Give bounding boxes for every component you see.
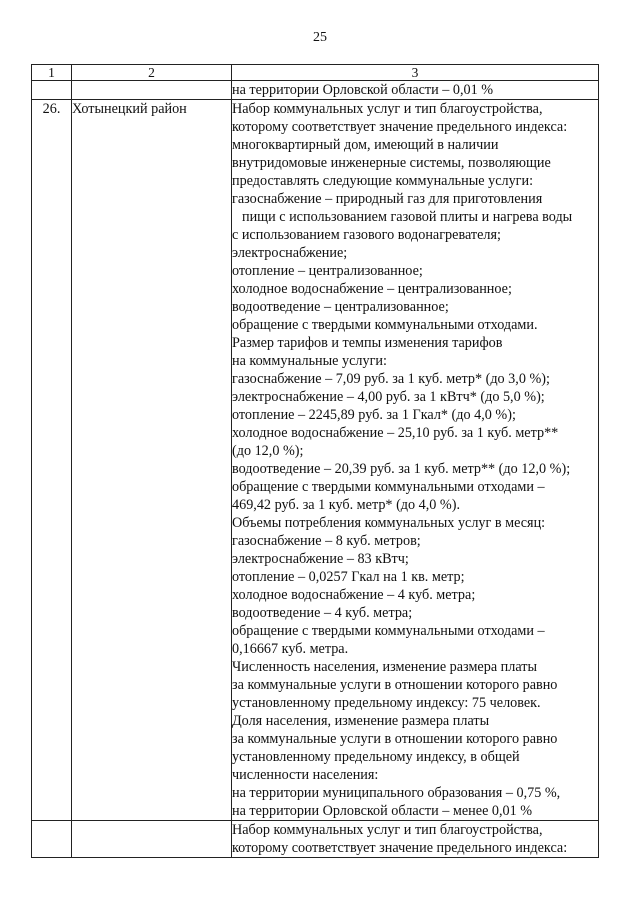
description-line: установленному предельному индексу, в общей — [232, 749, 520, 765]
description-line: Размер тарифов и темпы изменения тарифов — [232, 335, 503, 351]
description-line: за коммунальные услуги в отношении которого равно — [232, 731, 558, 747]
description-line: Объемы потребления коммунальных услуг в месяц: — [232, 515, 546, 531]
description-line: численности населения: — [232, 767, 379, 783]
continuation-row — [32, 81, 599, 100]
description-line: электроснабжение – 83 кВтч; — [232, 551, 409, 567]
description-line: обращение с твердыми коммунальными отходами – — [232, 479, 545, 495]
tariff-table — [31, 64, 599, 858]
continuation-row-text: на территории Орловской области – 0,01 % — [232, 81, 599, 100]
row-26-description — [232, 100, 599, 821]
description-line: за коммунальные услуги в отношении которого равно — [232, 677, 558, 693]
description-line: водоотведение – 4 куб. метра; — [232, 605, 413, 621]
description-line: предоставлять следующие коммунальные услуги: — [232, 173, 534, 189]
column-header-3: 3 — [232, 65, 599, 81]
description-line: установленному предельному индексу: 75 человек. — [232, 695, 541, 711]
description-line: на территории муниципального образования – 0,75 %, — [232, 785, 561, 801]
page-number: 25 — [313, 30, 327, 45]
description-line: газоснабжение – 8 куб. метров; — [232, 533, 421, 549]
description-line: с использованием газового водонагревателя; — [232, 227, 501, 243]
table-header-row — [32, 65, 599, 81]
column-header-2: 2 — [72, 65, 232, 81]
description-line: холодное водоснабжение – централизованное; — [232, 281, 512, 297]
next-row-district — [72, 821, 232, 858]
description-line: холодное водоснабжение – 4 куб. метра; — [232, 587, 476, 603]
description-line: обращение с твердыми коммунальными отходами. — [232, 317, 538, 333]
description-line: электроснабжение – 4,00 руб. за 1 кВтч* (до 5,0 %); — [232, 389, 545, 405]
description-line: на коммунальные услуги: — [232, 353, 387, 369]
description-line: Численность населения, изменение размера платы — [232, 659, 538, 675]
next-row — [32, 821, 599, 858]
description-line: Доля населения, изменение размера платы — [232, 713, 490, 729]
column-header-1: 1 — [32, 65, 72, 81]
table-row-26 — [32, 100, 599, 821]
description-line: отопление – 0,0257 Гкал на 1 кв. метр; — [232, 569, 465, 585]
description-line: газоснабжение – природный газ для приготовления — [232, 191, 543, 207]
description-line: отопление – 2245,89 руб. за 1 Гкал* (до 4,0 %); — [232, 407, 516, 423]
continuation-row-number — [32, 81, 72, 100]
description-line: обращение с твердыми коммунальными отходами – — [232, 623, 545, 639]
description-line: которому соответствует значение предельного индекса: — [232, 119, 568, 135]
description-line: внутридомовые инженерные системы, позволяющие — [232, 155, 551, 171]
description-line: водоотведение – централизованное; — [232, 299, 449, 315]
description-line: Набор коммунальных услуг и тип благоустройства, — [232, 101, 543, 117]
description-line: пищи с использованием газовой плиты и нагрева воды — [242, 209, 573, 225]
description-line: водоотведение – 20,39 руб. за 1 куб. метр** (до 12,0 %); — [232, 461, 571, 477]
description-line: отопление – централизованное; — [232, 263, 423, 279]
description-line: которому соответствует значение предельного индекса: — [232, 840, 568, 856]
district-name: Хотынецкий район — [72, 100, 232, 821]
next-row-description — [232, 821, 599, 858]
description-line: многоквартирный дом, имеющий в наличии — [232, 137, 499, 153]
description-line: электроснабжение; — [232, 245, 348, 261]
row-number: 26. — [32, 100, 72, 821]
description-line: на территории Орловской области – менее 0,01 % — [232, 803, 533, 819]
next-row-number — [32, 821, 72, 858]
description-line: холодное водоснабжение – 25,10 руб. за 1 куб. метр** — [232, 425, 559, 441]
description-line: (до 12,0 %); — [232, 443, 304, 459]
description-line: газоснабжение – 7,09 руб. за 1 куб. метр* (до 3,0 %); — [232, 371, 550, 387]
description-line: 0,16667 куб. метра. — [232, 641, 349, 657]
description-line: Набор коммунальных услуг и тип благоустройства, — [232, 822, 543, 838]
continuation-row-district — [72, 81, 232, 100]
description-line: 469,42 руб. за 1 куб. метр* (до 4,0 %). — [232, 497, 461, 513]
